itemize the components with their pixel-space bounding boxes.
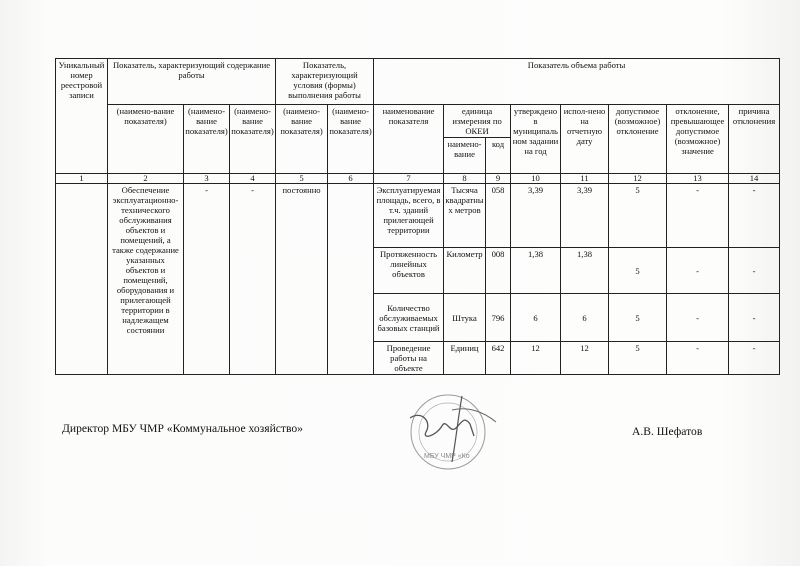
column-number: 14	[729, 174, 780, 184]
header-unit-code: код	[486, 138, 511, 174]
allowed-cell: 5	[609, 248, 667, 294]
header-unit: единица измерения по ОКЕИ	[444, 105, 511, 138]
header-exceeding-deviation: отклонение, превышающее допустимое (возможное) значение	[667, 105, 729, 174]
header-allowed-deviation: допустимое (возможное) отклонение	[609, 105, 667, 174]
column-number: 10	[511, 174, 561, 184]
allowed-cell: 5	[609, 294, 667, 342]
column-number: 2	[108, 174, 184, 184]
exceeding-cell: -	[667, 342, 729, 375]
indicator-name-cell: Проведение работы на объекте	[374, 342, 444, 375]
header-sub-condition-2: (наимено-вание показателя)	[328, 105, 374, 174]
unit-name-cell: Тысяча квадратных метров	[444, 184, 486, 248]
column-number: 12	[609, 174, 667, 184]
reason-cell: -	[729, 342, 780, 375]
reason-cell: -	[729, 294, 780, 342]
unit-name-cell: Штука	[444, 294, 486, 342]
table-row	[56, 184, 780, 248]
column-number: 7	[374, 174, 444, 184]
record-no-cell	[56, 184, 108, 375]
header-condition-indicator: Показатель, характеризующий условия (формы) выполнения работы	[276, 59, 374, 105]
content-cell-3: -	[184, 184, 230, 375]
header-indicator-name: наименование показателя	[374, 105, 444, 174]
exceeding-cell: -	[667, 248, 729, 294]
column-number: 9	[486, 174, 511, 184]
content-cell-4: -	[230, 184, 276, 375]
director-name: А.В. Шефатов	[632, 425, 703, 438]
header-row-1	[56, 59, 780, 105]
header-content-indicator: Показатель, характеризующий содержание работы	[108, 59, 276, 105]
header-sub-content-3: (наимено-вание показателя)	[230, 105, 276, 174]
column-number: 5	[276, 174, 328, 184]
header-row-2	[56, 105, 780, 138]
column-number: 13	[667, 174, 729, 184]
unit-code-cell: 642	[486, 342, 511, 375]
column-number: 4	[230, 174, 276, 184]
exceeding-cell: -	[667, 184, 729, 248]
column-number: 11	[561, 174, 609, 184]
unit-code-cell: 796	[486, 294, 511, 342]
condition-cell-6	[328, 184, 374, 375]
column-number: 3	[184, 174, 230, 184]
executed-cell: 3,39	[561, 184, 609, 248]
reason-cell: -	[729, 248, 780, 294]
column-number: 8	[444, 174, 486, 184]
header-approved: утверждено в муниципальном задании на год	[511, 105, 561, 174]
stamp-signature-icon	[392, 388, 512, 470]
stamp-text: МБУ ЧМР «Ко	[424, 453, 470, 460]
header-executed: испол-нено на отчетную дату	[561, 105, 609, 174]
unit-code-cell: 008	[486, 248, 511, 294]
executed-cell: 1,38	[561, 248, 609, 294]
executed-cell: 6	[561, 294, 609, 342]
column-number: 6	[328, 174, 374, 184]
executed-cell: 12	[561, 342, 609, 375]
header-volume-indicator: Показатель объема работы	[374, 59, 780, 105]
header-sub-condition-1: (наимено-вание показателя)	[276, 105, 328, 174]
condition-cell: постоянно	[276, 184, 328, 375]
work-volume-table	[55, 58, 780, 375]
allowed-cell: 5	[609, 184, 667, 248]
indicator-name-cell: Эксплуатируемая площадь, всего, в т.ч. зданий прилегающей территории	[374, 184, 444, 248]
unit-name-cell: Единиц	[444, 342, 486, 375]
header-sub-content-1: (наимено-вание показателя)	[108, 105, 184, 174]
director-title: Директор МБУ ЧМР «Коммунальное хозяйство»	[62, 422, 303, 435]
approved-cell: 3,39	[511, 184, 561, 248]
indicator-name-cell: Протяженность линейных объектов	[374, 248, 444, 294]
unit-code-cell: 058	[486, 184, 511, 248]
exceeding-cell: -	[667, 294, 729, 342]
indicator-name-cell: Количество обслуживаемых базовых станций	[374, 294, 444, 342]
header-unit-name: наимено-вание	[444, 138, 486, 174]
column-number: 1	[56, 174, 108, 184]
allowed-cell: 5	[609, 342, 667, 375]
header-record-no: Уникальный номер реестровой записи	[56, 59, 108, 174]
approved-cell: 6	[511, 294, 561, 342]
reason-cell: -	[729, 184, 780, 248]
column-number-row	[56, 174, 780, 184]
approved-cell: 1,38	[511, 248, 561, 294]
header-sub-content-2: (наимено-вание показателя)	[184, 105, 230, 174]
approved-cell: 12	[511, 342, 561, 375]
work-content-cell: Обеспечение эксплуатационно-технического обслуживания объектов и помещений, а также содержание указанных объектов и помещений, оборудования и прилегающей территории в надлежащем состоянии	[108, 184, 184, 375]
header-deviation-reason: причина отклонения	[729, 105, 780, 174]
unit-name-cell: Километр	[444, 248, 486, 294]
